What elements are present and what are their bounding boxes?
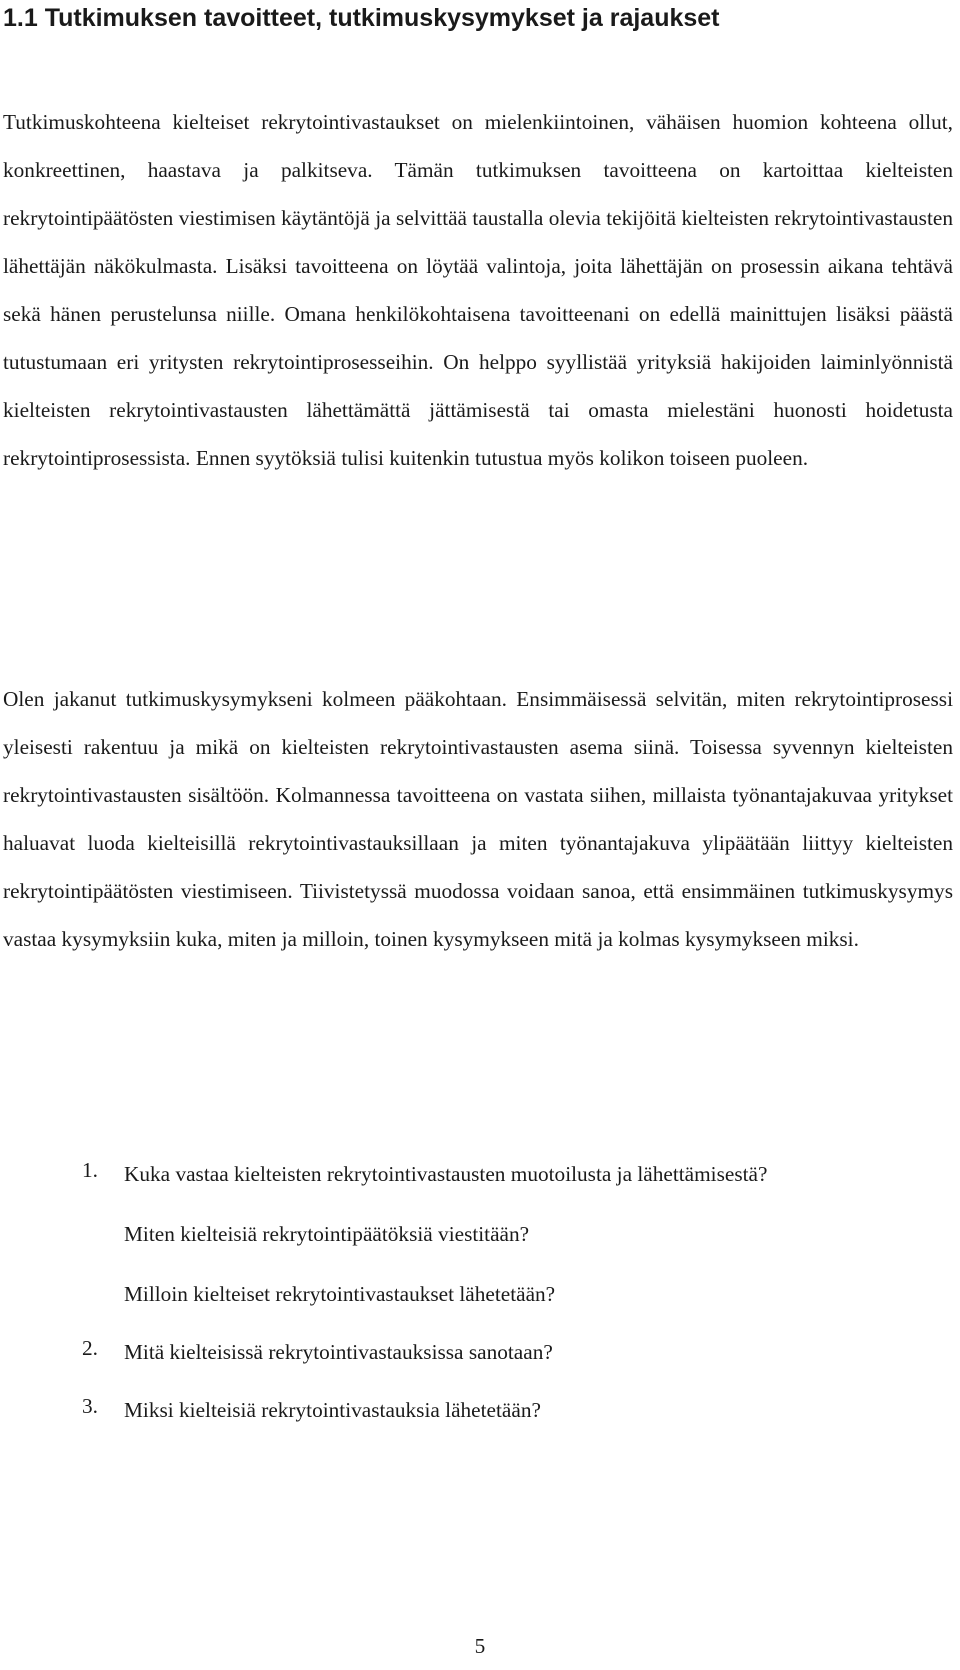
question-number: 2. — [82, 1336, 98, 1360]
research-question-3 — [0, 1394, 952, 1426]
paragraph-objectives: Tutkimuskohteena kielteiset rekrytointivastaukset on mielenkiintoinen, vähäisen huomion kohteena ollut, konkreettinen, haastava ja palkitseva. Tämän tutkimuksen tavoitteena on kartoittaa kielteisten rekrytointipäätösten viestimisen käytäntöjä ja selvittää taustalla olevia tekijöitä kielteisten rekrytointivastausten lähettäjän näkökulmasta. Lisäksi tavoitteena on löytää valintoja, joita lähettäjän on prosessin aikana tehtävä sekä hänen perustelunsa niille. Omana henkilökohtaisena tavoitteenani on edellä mainittujen lisäksi päästä tutustumaan eri yritysten rekrytointiprosesseihin. On helppo syyllistää yrityksiä hakijoiden laiminlyönnistä kielteisten rekrytointivastausten lähettämättä jättämisestä tai omasta mielestäni huonosti hoidetusta rekrytointiprosessista. Ennen syytöksiä tulisi kuitenkin tutustua myös kolikon toiseen puoleen. — [3, 110, 953, 470]
section-heading: 1.1 Tutkimuksen tavoitteet, tutkimuskysymykset ja rajaukset — [3, 4, 720, 32]
research-question-1 — [0, 1158, 952, 1310]
question-number: 1. — [82, 1158, 98, 1182]
question-text: Miksi kielteisiä rekrytointivastauksia lähetetään? — [124, 1398, 541, 1422]
sub-question: Milloin kielteiset rekrytointivastaukset lähetetään? — [124, 1282, 556, 1306]
question-text: Kuka vastaa kielteisten rekrytointivastausten muotoilusta ja lähettämisestä? — [124, 1162, 768, 1186]
paragraph-research-questions: Olen jakanut tutkimuskysymykseni kolmeen pääkohtaan. Ensimmäisessä selvitän, miten rekrytointiprosessi yleisesti rakentuu ja mikä on kielteisten rekrytointivastausten asema siinä. Toisessa syvennyn kielteisten rekrytointivastausten sisältöön. Kolmannessa tavoitteena on vastata siihen, millaista työnantajakuvaa yritykset haluavat luoda kielteisillä rekrytointivastauksillaan ja miten työnantajakuva ylipäätään liittyy kielteisten rekrytointipäätösten viestimiseen. Tiivistetyssä muodossa voidaan sanoa, että ensimmäinen tutkimuskysymys vastaa kysymyksiin kuka, miten ja milloin, toinen kysymykseen mitä ja kolmas kysymykseen miksi. — [3, 687, 953, 951]
page-number: 5 — [474, 1634, 486, 1658]
question-text: Mitä kielteisissä rekrytointivastauksissa sanotaan? — [124, 1340, 553, 1364]
sub-question: Miten kielteisiä rekrytointipäätöksiä viestitään? — [124, 1222, 530, 1246]
research-question-2 — [0, 1336, 952, 1368]
research-question-list — [0, 1158, 960, 1426]
question-number: 3. — [82, 1394, 98, 1418]
